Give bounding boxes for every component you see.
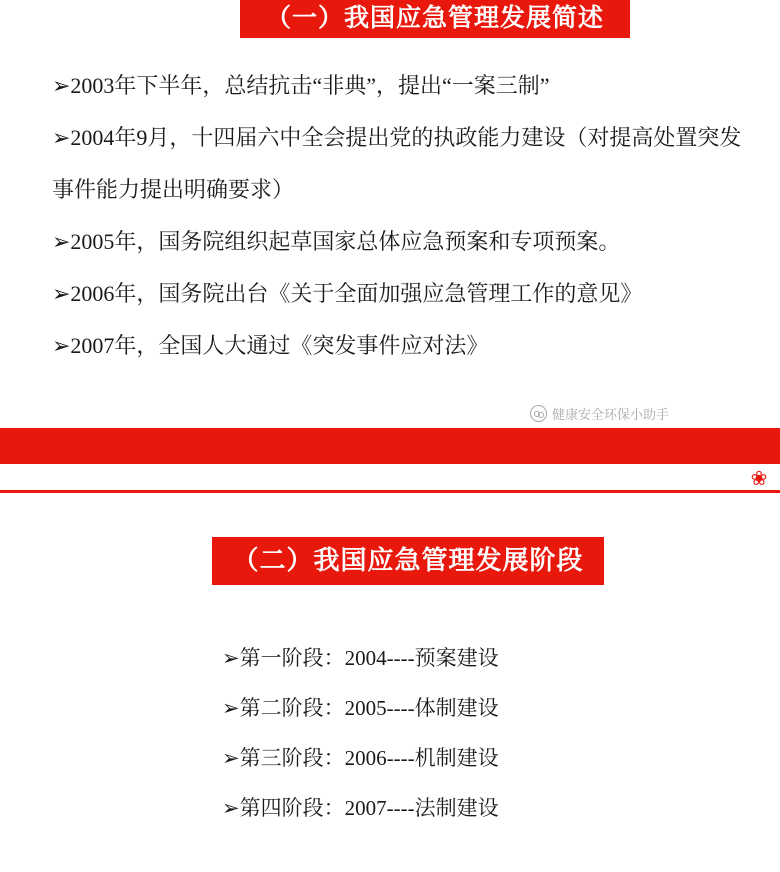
red-divider-band: [0, 428, 780, 464]
flower-ornament-icon: ❀: [750, 468, 768, 490]
slide-1-title-banner: （一）我国应急管理发展简述: [240, 0, 630, 38]
watermark: [530, 404, 669, 423]
bullet-item: ➢第三阶段：2006----机制建设: [222, 746, 499, 770]
wechat-logo-icon: [530, 405, 547, 422]
bullet-item: ➢2007年，全国人大通过《突发事件应对法》: [52, 333, 489, 358]
bullet-item: ➢2004年9月，十四届六中全会提出党的执政能力建设（对提高处置突发事件能力提出明确要求）: [52, 125, 742, 202]
slide-2-title-banner: （二）我国应急管理发展阶段: [212, 537, 604, 585]
bullet-item: ➢2005年，国务院组织起草国家总体应急预案和专项预案。: [52, 229, 621, 254]
bullet-item: ➢2006年，国务院出台《关于全面加强应急管理工作的意见》: [52, 281, 643, 306]
bullet-item: ➢第二阶段：2005----体制建设: [222, 696, 499, 720]
slide-2-bullet-list: [222, 633, 742, 833]
bullet-item: ➢第四阶段：2007----法制建设: [222, 796, 499, 820]
slide-2: [0, 493, 780, 872]
red-divider-underline: [0, 464, 780, 493]
slide-1-bullet-list: [52, 60, 752, 372]
bullet-item: ➢第一阶段：2004----预案建设: [222, 646, 499, 670]
watermark-label: 健康安全环保小助手: [552, 407, 670, 422]
bullet-item: ➢2003年下半年，总结抗击“非典”，提出“一案三制”: [52, 73, 550, 98]
